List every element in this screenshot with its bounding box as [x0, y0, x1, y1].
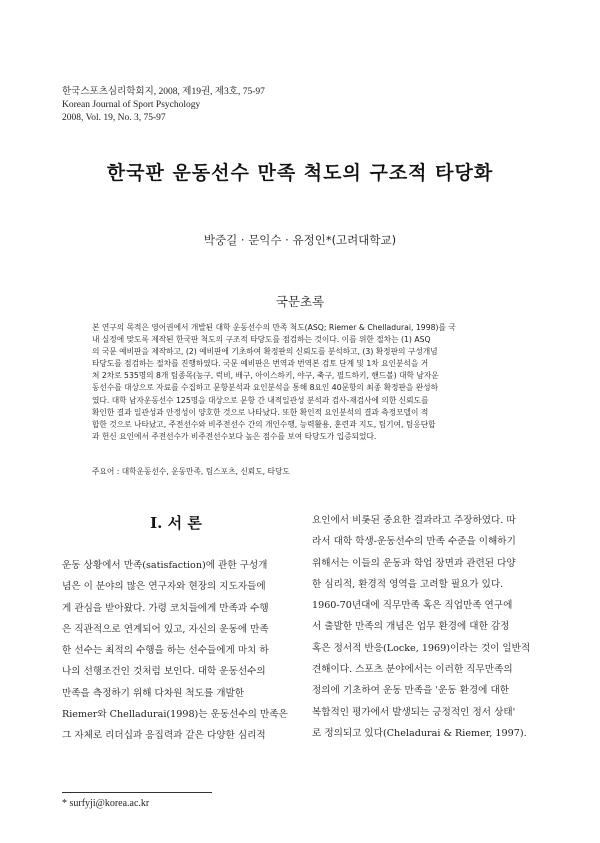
abstract-line: 의 국문 예비판을 제작하고, (2) 예비판에 기초하여 확정판의 신뢰도를 분석하고, (3) 확정판의 구성개념	[92, 347, 438, 357]
journal-citation	[62, 86, 362, 125]
body-line: 1960-70년대에 직무만족 혹은 직업만족 연구에	[312, 600, 513, 612]
abstract-line: 내 실정에 맞도록 제작된 한국판 척도의 구조적 타당도를 점검하는 것이다. 이를 위한 절차는 (1) ASQ	[92, 335, 431, 345]
body-column-right	[312, 510, 540, 744]
body-line: 혹은 정서적 반응(Locke, 1969)이라는 것이 일반적	[312, 642, 531, 654]
body-line: 로 정의되고 있다(Cheladurai & Riemer, 1997).	[312, 727, 527, 739]
body-line: 복합적인 평가에서 발생되는 긍정적인 정서 상태'	[312, 706, 516, 718]
paper-title: 한국판 운동선수 만족 척도의 구조적 타당화	[106, 162, 494, 184]
body-line: 그 자체로 리더십과 응집력과 같은 다양한 심리적	[62, 730, 266, 742]
body-line: 나의 선행조건인 것처럼 보인다. 대학 운동선수의	[62, 666, 266, 678]
body-line: 라서 대학 학생-운동선수의 만족 수준을 이해하기	[312, 536, 516, 548]
journal-citation-korean: 한국스포츠심리학회지, 2008, 제19권, 제3호, 75-97	[62, 87, 265, 97]
body-line: 요인에서 비롯된 중요한 결과라고 주장하였다. 따	[312, 515, 516, 526]
abstract-line: 쳐 2차로 535명의 8개 팀종목(농구, 럭비, 배구, 아이스하키, 야구, 축구, 필드하키, 핸드볼) 대학 남자운	[92, 371, 439, 381]
body-line: Riemer와 Chelladurai(1998)는 운동선수의 만족은	[62, 709, 288, 721]
footnote-divider	[62, 792, 212, 793]
abstract-body	[92, 322, 512, 443]
body-line: 운동 상황에서 만족(satisfaction)에 관한 구성개	[62, 560, 268, 571]
body-line: 한 선수는 최적의 수행을 하는 선수들에게 마치 하	[62, 645, 269, 657]
body-line: 념은 이 분야의 많은 연구자와 현장의 지도자들에	[62, 581, 266, 593]
body-line: 한 심리적, 환경적 영역을 고려할 필요가 있다.	[312, 578, 504, 590]
abstract-line: 과 헌신 요인에서 주전선수가 비주전선수보다 높은 점수를 보여 타당도가 입증되었다.	[92, 431, 377, 441]
abstract-line: 였다. 대학 남자운동선수 125명을 대상으로 문항 간 내적일관성 분석과 검사-재검사에 의한 신뢰도를	[92, 395, 429, 405]
keywords: 주요어 : 대학운동선수, 운동만족, 팀스포츠, 신뢰도, 타당도	[92, 467, 290, 476]
abstract-line: 동선수를 대상으로 자료를 수집하고 문항분석과 요인분석을 통해 8요인 40문항의 최종 확정판을 완성하	[92, 383, 439, 393]
body-line: 서 출발한 만족의 개념은 업무 환경에 대한 감정	[312, 621, 510, 633]
abstract-line: 타당도를 점검하는 절차를 진행하였다. 국문 예비판은 번역과 번역본 검토 단계 및 1차 요인분석을 거	[92, 359, 429, 369]
abstract-line: 합한 것으로 나타났고, 주전선수와 비주전선수 간의 개인수행, 능력활용, 훈련과 지도, 팀기여, 팀응단합	[92, 419, 436, 429]
section-heading-introduction: I. 서 론	[150, 514, 202, 532]
author-line: 박중길 · 문익수 · 유정인*(고려대학교)	[203, 233, 397, 247]
abstract-line: 확인한 결과 일관성과 안정성이 양호한 것으로 나타났다. 또한 확인적 요인분석의 결과 측정모델이 적	[92, 407, 429, 417]
body-column-left	[62, 555, 290, 747]
abstract-heading: 국문초록	[275, 294, 325, 309]
abstract-line: 본 연구의 목적은 영어권에서 개발된 대학 운동선수의 만족 척도(ASQ; Riemer & Chelladurai, 1998)를 국	[92, 323, 456, 332]
body-line: 만족을 측정하기 위해 다차원 척도를 개발한	[62, 687, 245, 699]
footnote-email: * surfyji@korea.ac.kr	[62, 798, 150, 809]
body-line: 게 관심을 받아왔다. 가령 코치들에게 만족과 수행	[62, 602, 269, 614]
journal-volume-english: 2008, Vol. 19, No. 3, 75-97	[62, 113, 166, 123]
body-line: 은 직관적으로 연계되어 있고, 자신의 운동에 만족	[62, 623, 269, 635]
body-line: 정의에 기초하여 운동 만족을 '운동 환경에 대한	[312, 685, 510, 697]
body-line: 위해서는 이들의 운동과 학업 장면과 관련된 다양	[312, 557, 516, 569]
body-line: 견해이다. 스포츠 분야에서는 이러한 직무만족의	[312, 664, 513, 676]
journal-name-english: Korean Journal of Sport Psychology	[62, 100, 201, 110]
